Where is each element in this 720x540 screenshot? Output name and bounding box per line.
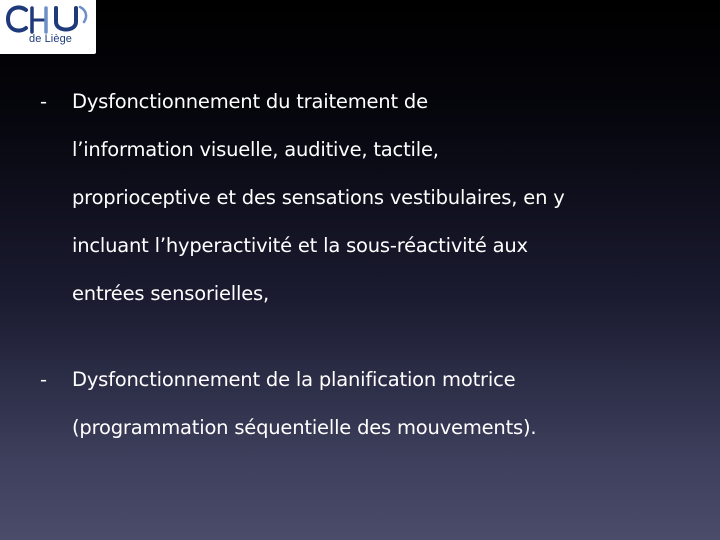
logo-subtitle: de Liège	[29, 33, 73, 45]
slide-content	[40, 78, 700, 452]
bullet-item	[40, 356, 700, 452]
chu-liege-logo	[0, 0, 96, 54]
bullet-line: (programmation séquentielle des mouvements).	[72, 416, 537, 439]
bullet-line: l’information visuelle, auditive, tactile,	[72, 138, 439, 161]
bullet-line: proprioceptive et des sensations vestibulaires, en y	[72, 186, 565, 209]
bullet-line: Dysfonctionnement du traitement de	[72, 90, 428, 113]
bullet-line: incluant l’hyperactivité et la sous-réactivité aux	[72, 234, 528, 257]
bullet-line: Dysfonctionnement de la planification motrice	[72, 368, 516, 391]
bullet-marker: -	[40, 90, 47, 113]
bullet-item	[40, 78, 700, 318]
bullet-marker: -	[40, 368, 47, 391]
chu-wordmark-logo	[4, 4, 92, 34]
bullet-line: entrées sensorielles,	[72, 282, 269, 305]
